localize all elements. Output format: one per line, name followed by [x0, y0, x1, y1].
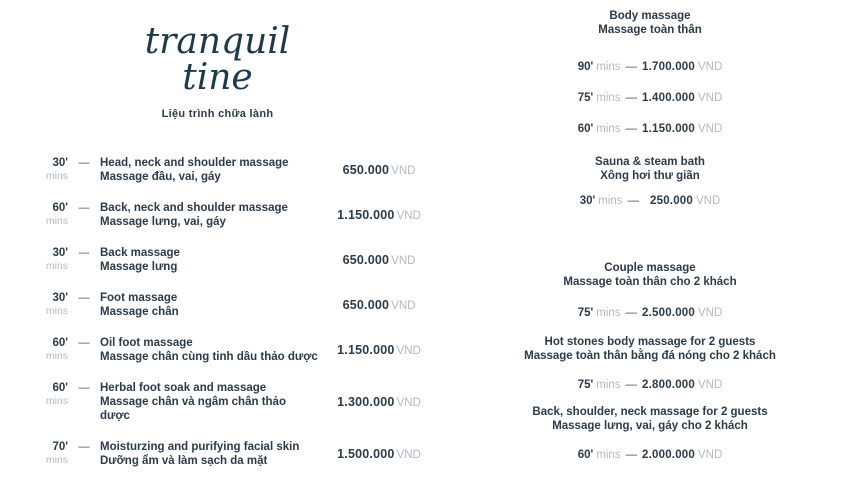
dash-separator: — [78, 292, 90, 304]
dash-separator: — [625, 307, 638, 319]
package-section-sauna [498, 156, 802, 208]
duration-unit: mins [596, 449, 621, 461]
section-title-vi: Massage toàn thân bằng đá nóng cho 2 khách [524, 349, 776, 362]
currency-label: VND [396, 345, 421, 357]
duration-value: 60' [52, 337, 68, 349]
duration-unit: mins [598, 195, 623, 207]
service-names [100, 440, 318, 468]
currency-label: VND [698, 449, 723, 461]
section-title-en: Couple massage [604, 262, 696, 274]
service-names [100, 201, 318, 229]
package-price-line [498, 449, 802, 462]
package-price-line [498, 307, 802, 320]
service-price [318, 161, 440, 179]
duration-unit: mins [45, 170, 68, 182]
service-name-en: Head, neck and shoulder massage [100, 157, 289, 169]
currency-label: VND [698, 379, 723, 391]
package-section-couple-massage [498, 262, 802, 320]
price-value: 1.150.000 [337, 343, 395, 357]
service-name-vi: Massage lưng, vai, gáy [100, 216, 226, 228]
service-row [26, 201, 421, 229]
currency-label: VND [698, 307, 723, 319]
duration-unit: mins [45, 350, 68, 362]
section-title-vi: Xông hơi thư giãn [600, 169, 700, 182]
package-price-line [498, 123, 802, 136]
price-value: 250.000 [650, 195, 693, 207]
service-name-en: Herbal foot soak and massage [100, 382, 267, 394]
duration-unit: mins [596, 307, 621, 319]
duration-value: 60' [52, 382, 68, 394]
service-row [26, 381, 421, 423]
price-value: 650.000 [342, 298, 390, 312]
duration-value: 70' [52, 441, 68, 453]
currency-label: VND [698, 123, 723, 135]
brand-logo [105, 21, 330, 120]
duration [26, 440, 68, 467]
price-value: 650.000 [342, 253, 390, 267]
duration-unit: mins [45, 454, 68, 466]
service-name-en: Back massage [100, 247, 180, 259]
service-name-vi: Dưỡng ẩm và làm sạch da mặt [100, 455, 268, 467]
price-value: 1.700.000 [642, 61, 695, 73]
service-name-en: Oil foot massage [100, 337, 193, 349]
duration-value: 60' [577, 123, 594, 135]
section-title-en: Back, shoulder, neck massage for 2 guests [532, 406, 768, 418]
price-value: 1.300.000 [337, 395, 395, 409]
dash-separator: — [625, 61, 638, 73]
service-names [100, 246, 318, 274]
service-name-en: Foot massage [100, 292, 178, 304]
service-name-vi: Massage chân và ngâm chân thảo dược [100, 396, 286, 422]
service-name-en: Back, neck and shoulder massage [100, 202, 288, 214]
price-value: 2.500.000 [642, 307, 695, 319]
package-section-body-massage [498, 10, 802, 136]
duration-value: 30' [52, 247, 68, 259]
duration [26, 246, 68, 273]
duration-value: 90' [577, 61, 594, 73]
service-list [26, 156, 421, 477]
package-section-back-shoulder-neck [498, 406, 802, 462]
service-name-vi: Massage chân cùng tinh dầu thảo dược [100, 351, 318, 363]
service-name-vi: Massage chân [100, 306, 179, 318]
duration-value: 75' [577, 307, 594, 319]
price-value: 1.150.000 [642, 123, 695, 135]
service-price [318, 206, 440, 224]
service-row [26, 246, 416, 274]
currency-label: VND [698, 92, 723, 104]
section-title-vi: Massage toàn thân cho 2 khách [563, 275, 737, 288]
duration-value: 75' [577, 92, 594, 104]
dash-separator: — [625, 92, 638, 104]
section-title-en: Sauna & steam bath [595, 156, 705, 168]
price-value: 650.000 [342, 163, 390, 177]
currency-label: VND [391, 165, 416, 177]
section-title-en: Body massage [609, 10, 691, 22]
duration [26, 291, 68, 318]
duration-unit: mins [45, 395, 68, 407]
service-names [100, 381, 318, 423]
duration-value: 60' [52, 202, 68, 214]
package-price-line [498, 61, 802, 74]
currency-label: VND [396, 397, 421, 409]
currency-label: VND [391, 255, 416, 267]
currency-label: VND [698, 61, 723, 73]
service-names [100, 336, 318, 364]
dash-separator: — [78, 382, 90, 394]
dash-separator: — [78, 441, 90, 453]
duration-value: 30' [579, 195, 596, 207]
service-price [318, 393, 440, 411]
package-section-hot-stones [498, 336, 802, 392]
service-row [26, 336, 421, 364]
duration [26, 201, 68, 228]
duration-unit: mins [596, 379, 621, 391]
brand-name-line1: tranquil [144, 21, 291, 62]
brand-name-line2: tine [182, 57, 253, 98]
packages-column [498, 10, 802, 462]
duration-unit: mins [596, 123, 621, 135]
service-name-vi: Massage lưng [100, 261, 178, 273]
price-value: 1.500.000 [337, 447, 395, 461]
service-price [318, 341, 440, 359]
section-title-vi: Massage toàn thân [598, 23, 702, 36]
price-value: 2.800.000 [642, 379, 695, 391]
duration-value: 30' [52, 157, 68, 169]
service-row [26, 440, 421, 468]
package-price-line [498, 195, 802, 208]
currency-label: VND [391, 300, 416, 312]
currency-label: VND [396, 210, 421, 222]
price-value: 1.400.000 [642, 92, 695, 104]
section-title-en: Hot stones body massage for 2 guests [544, 336, 756, 348]
duration-unit: mins [596, 92, 621, 104]
service-row [26, 156, 416, 184]
duration-unit: mins [45, 260, 68, 272]
package-price-line [498, 92, 802, 105]
dash-separator: — [627, 195, 640, 207]
service-name-vi: Massage đầu, vai, gáy [100, 171, 221, 183]
duration-value: 60' [577, 449, 594, 461]
dash-separator: — [78, 202, 90, 214]
service-price [318, 296, 440, 314]
currency-label: VND [696, 195, 721, 207]
dash-separator: — [625, 123, 638, 135]
service-price [318, 251, 440, 269]
duration [26, 336, 68, 363]
currency-label: VND [396, 449, 421, 461]
dash-separator: — [78, 247, 90, 259]
duration-value: 30' [52, 292, 68, 304]
price-value: 2.000.000 [642, 449, 695, 461]
duration [26, 156, 68, 183]
dash-separator: — [78, 337, 90, 349]
dash-separator: — [625, 379, 638, 391]
dash-separator: — [78, 157, 90, 169]
dash-separator: — [625, 449, 638, 461]
price-value: 1.150.000 [337, 208, 395, 222]
duration-unit: mins [596, 61, 621, 73]
duration [26, 381, 68, 408]
duration-value: 75' [577, 379, 594, 391]
duration-unit: mins [45, 305, 68, 317]
service-name-en: Moisturzing and purifying facial skin [100, 441, 300, 453]
package-price-line [498, 379, 802, 392]
section-title-vi: Massage lưng, vai, gáy cho 2 khách [552, 419, 748, 432]
service-names [100, 156, 318, 184]
duration-unit: mins [45, 215, 68, 227]
service-names [100, 291, 318, 319]
service-row [26, 291, 416, 319]
service-price [318, 445, 440, 463]
brand-subtitle: Liệu trình chữa lành [161, 108, 274, 120]
